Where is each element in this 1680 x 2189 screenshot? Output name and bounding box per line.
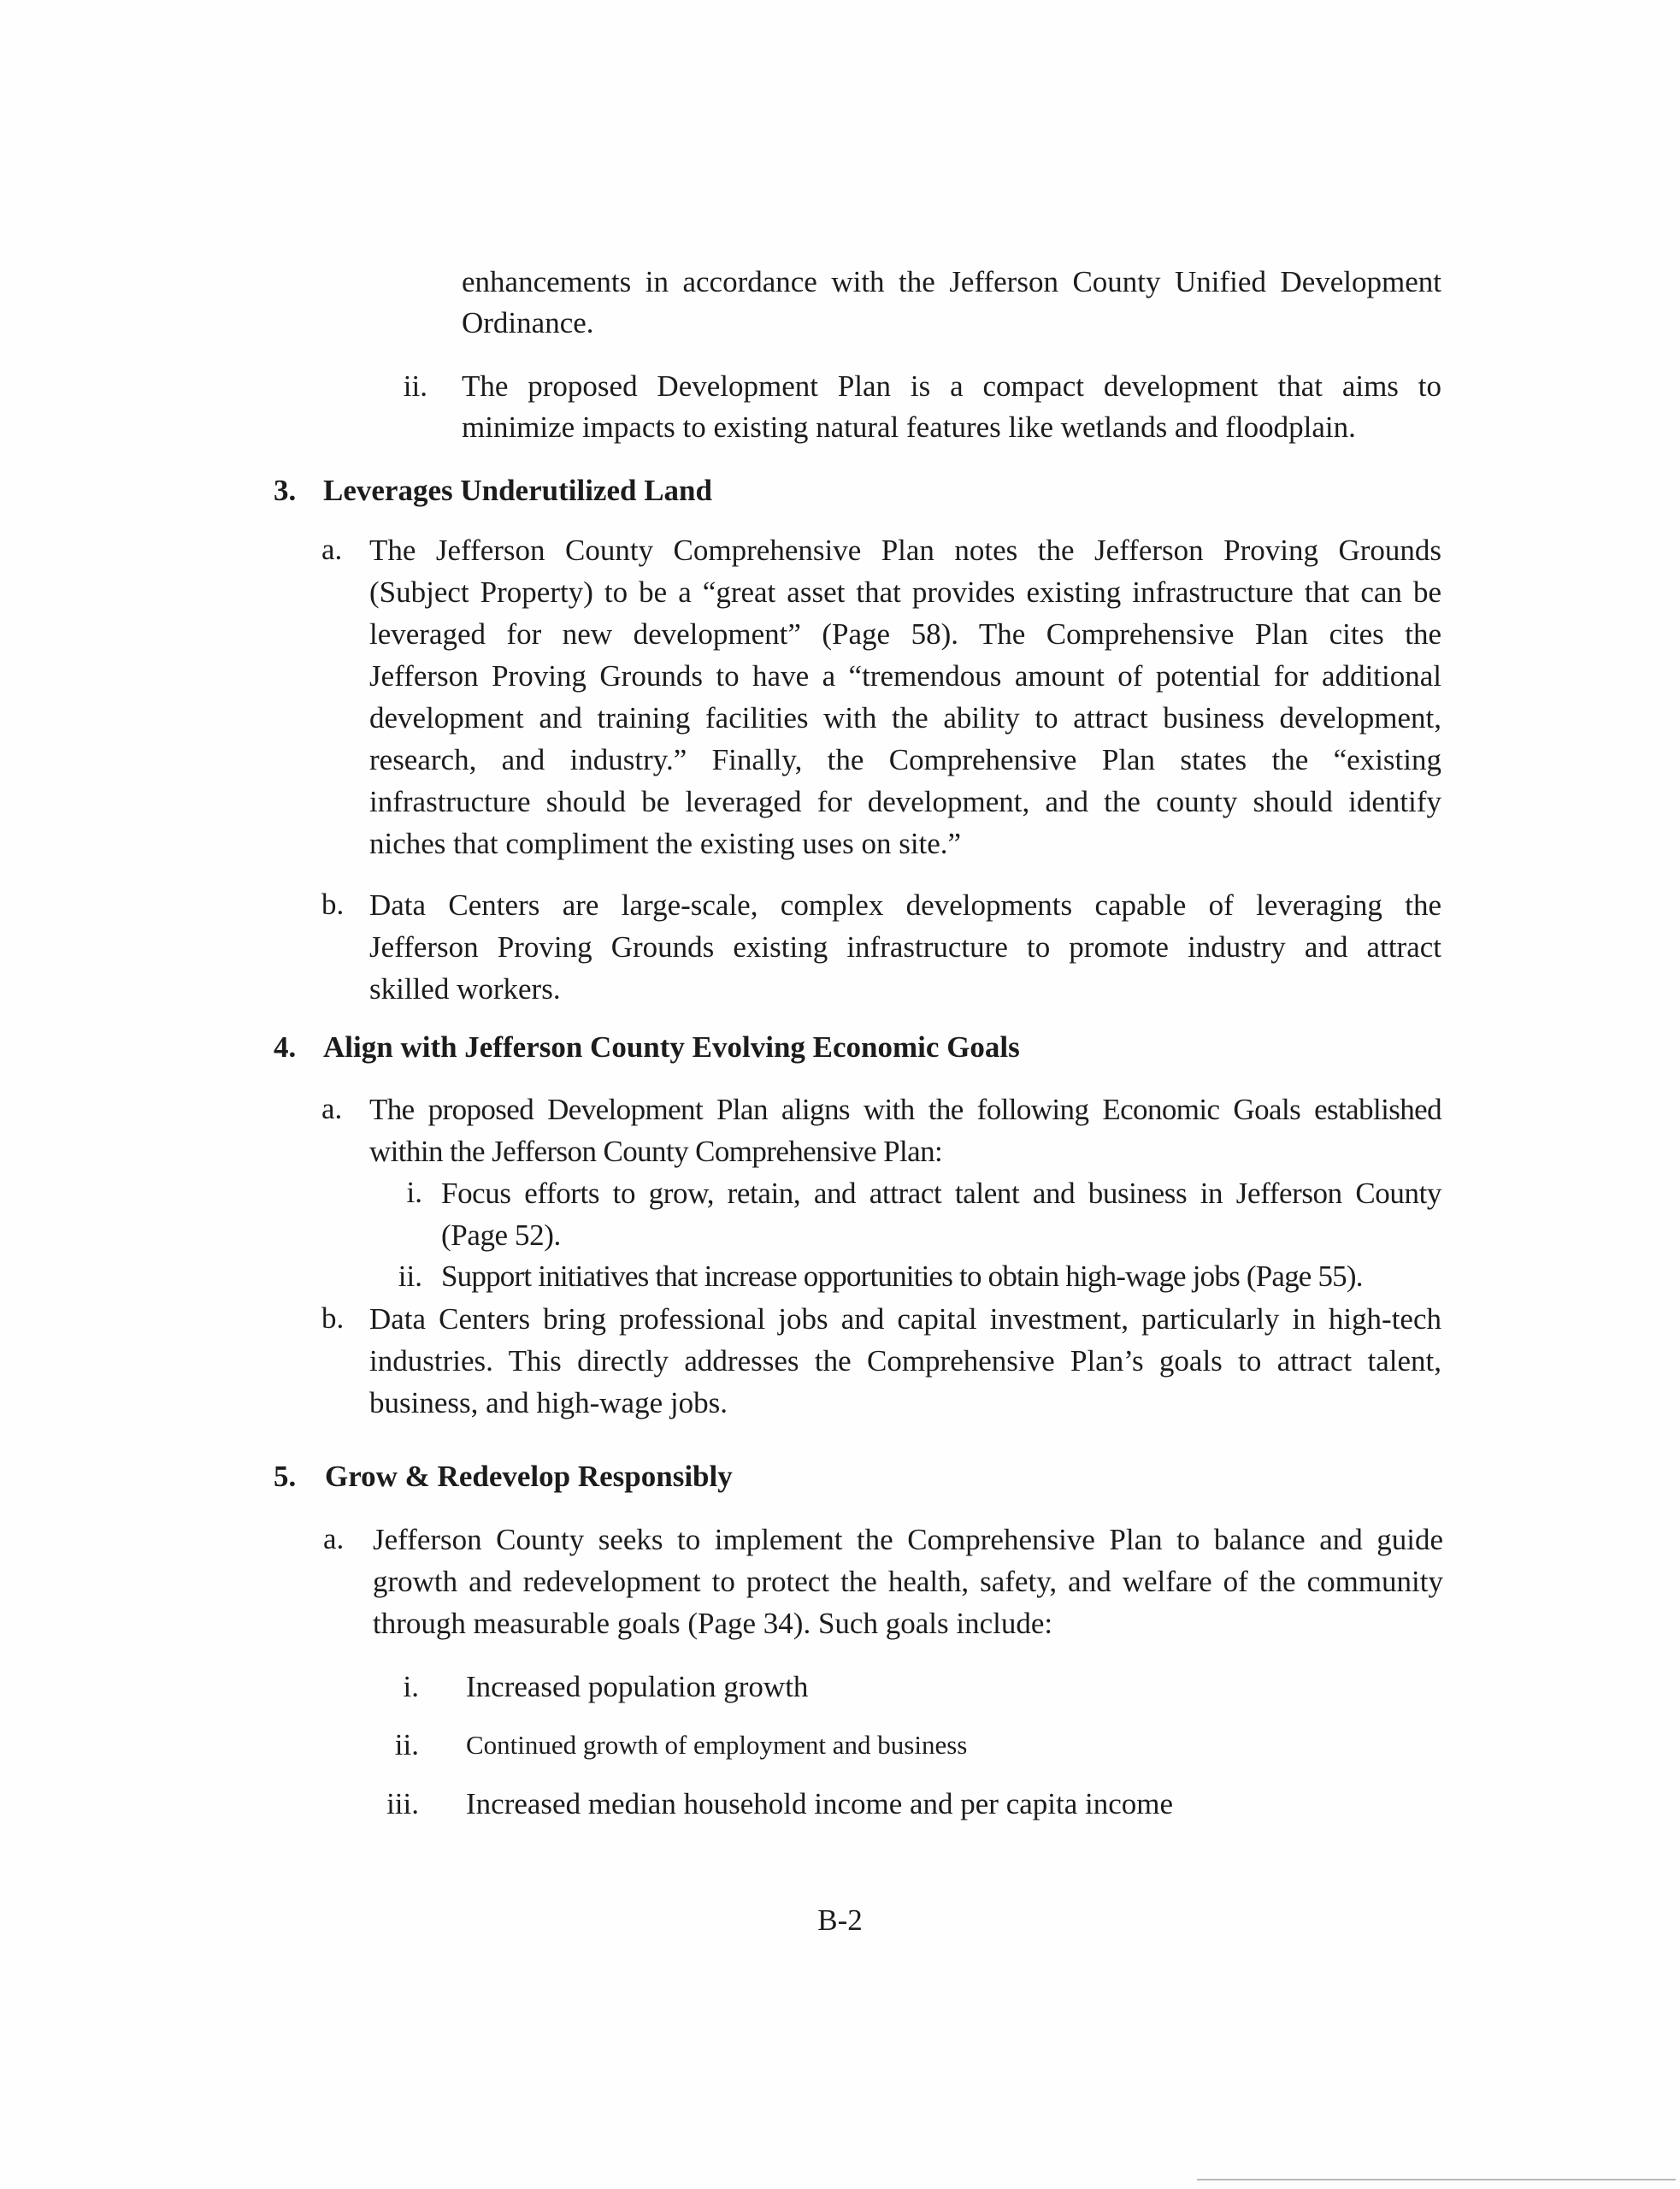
sublist-item-paragraph — [441, 1172, 1441, 1256]
text-line: research, and industry.” Finally, the Comprehensive Plan states the “existing — [369, 743, 1441, 776]
list-marker: i. — [406, 1176, 422, 1209]
list-marker: a. — [321, 1092, 343, 1125]
section-number: 3. — [274, 474, 297, 507]
text-line: Jefferson County seeks to implement the Comprehensive Plan to balance and guide — [373, 1523, 1443, 1556]
section-heading: Grow & Redevelop Responsibly — [325, 1460, 733, 1493]
list-marker: ii. — [398, 1260, 422, 1293]
text-line: growth and redevelopment to protect the health, safety, and welfare of the community — [373, 1565, 1443, 1598]
text-line: Data Centers are large-scale, complex developments capable of leveraging the — [369, 888, 1441, 922]
text-line: industries. This directly addresses the Comprehensive Plan’s goals to attract talent, — [369, 1344, 1441, 1378]
list-marker: iii. — [386, 1787, 419, 1820]
text-line: infrastructure should be leveraged for development, and the county should identify — [369, 785, 1441, 818]
text-line: niches that compliment the existing uses on site.” — [369, 827, 962, 860]
text-line: The Jefferson County Comprehensive Plan notes the Jefferson Proving Grounds — [369, 534, 1441, 567]
text-line: Jefferson Proving Grounds existing infrastructure to promote industry and attract — [369, 930, 1441, 964]
section-heading: Align with Jefferson County Evolving Economic Goals — [323, 1030, 1020, 1064]
text-line: The proposed Development Plan aligns with the following Economic Goals established — [369, 1093, 1441, 1126]
section-number: 5. — [274, 1460, 297, 1493]
list-item-paragraph — [369, 884, 1441, 1010]
list-item-paragraph — [369, 529, 1441, 864]
text-line: The proposed Development Plan is a compact development that aims to — [462, 369, 1441, 403]
text-line: within the Jefferson County Comprehensive Plan: — [369, 1135, 943, 1168]
list-marker: ii. — [403, 369, 427, 403]
text-line: minimize impacts to existing natural features like wetlands and floodplain. — [462, 410, 1356, 444]
sublist-item-text: Increased median household income and per capita income — [466, 1787, 1174, 1820]
sublist-item-text: Support initiatives that increase opportunities to obtain high-wage jobs (Page 55). — [441, 1260, 1363, 1293]
scan-edge-line — [1197, 2179, 1676, 2180]
sublist-item-text: Increased population growth — [466, 1670, 809, 1703]
list-item-paragraph — [373, 1519, 1443, 1644]
section-heading: Leverages Underutilized Land — [323, 474, 712, 507]
text-line: (Subject Property) to be a “great asset that provides existing infrastructure that can be — [369, 575, 1441, 609]
text-line: Jefferson Proving Grounds to have a “tremendous amount of potential for additional — [369, 659, 1441, 693]
list-marker: b. — [321, 888, 345, 921]
list-item-paragraph — [369, 1089, 1441, 1172]
list-marker: i. — [403, 1670, 419, 1703]
text-line: enhancements in accordance with the Jefferson County Unified Development — [462, 265, 1441, 298]
sublist-item-text: Continued growth of employment and business — [466, 1730, 968, 1760]
text-line: leveraged for new development” (Page 58). The Comprehensive Plan cites the — [369, 617, 1441, 651]
text-line: (Page 52). — [441, 1218, 561, 1252]
text-line: Data Centers bring professional jobs and capital investment, particularly in high-tech — [369, 1302, 1441, 1336]
text-line: through measurable goals (Page 34). Such goals include: — [373, 1607, 1053, 1640]
list-item-paragraph — [462, 366, 1441, 448]
list-marker: ii. — [394, 1728, 419, 1761]
text-line: business, and high-wage jobs. — [369, 1386, 728, 1419]
list-marker: a. — [323, 1522, 345, 1555]
list-marker: b. — [321, 1301, 345, 1335]
text-line: Ordinance. — [462, 306, 594, 339]
list-marker: a. — [321, 533, 343, 566]
list-item-paragraph — [369, 1298, 1441, 1424]
text-line: Focus efforts to grow, retain, and attract talent and business in Jefferson County — [441, 1177, 1441, 1210]
section-number: 4. — [274, 1030, 297, 1064]
continued-paragraph — [462, 262, 1441, 344]
page-number: B-2 — [817, 1903, 863, 1937]
text-line: skilled workers. — [369, 972, 561, 1006]
text-line: development and training facilities with the ability to attract business development, — [369, 701, 1441, 735]
